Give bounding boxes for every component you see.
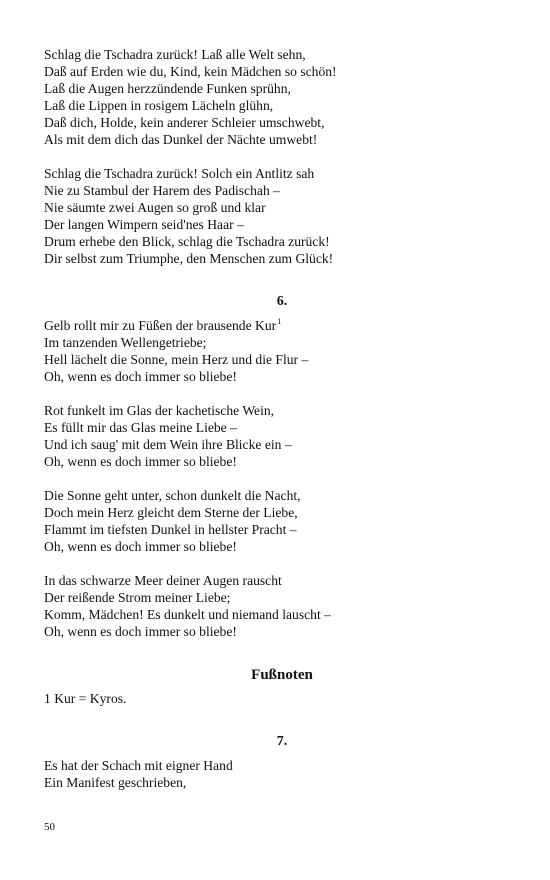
verse-line: Nie zu Stambul der Harem des Padischah – [44, 183, 280, 198]
verse-line: Es hat der Schach mit eigner Hand [44, 758, 233, 773]
verse-line: Und ich saug' mit dem Wein ihre Blicke ein – [44, 437, 292, 452]
section-heading-6: 6. [276, 294, 288, 309]
verse-line: Oh, wenn es doch immer so bliebe! [44, 454, 237, 469]
verse-line: Oh, wenn es doch immer so bliebe! [44, 539, 237, 554]
verse-line [44, 317, 514, 334]
footnote-item: 1 Kur = Kyros. [44, 691, 127, 706]
verse-line: Hell lächelt die Sonne, mein Herz und die Flur – [44, 352, 309, 367]
page-body [44, 46, 514, 791]
verse-line: Schlag die Tschadra zurück! Solch ein Antlitz sah [44, 166, 315, 181]
verse-line: Oh, wenn es doch immer so bliebe! [44, 624, 237, 639]
stanza [44, 46, 514, 148]
verse-line: In das schwarze Meer deiner Augen rauscht [44, 573, 282, 588]
verse-line: Komm, Mädchen! Es dunkelt und niemand lauscht – [44, 607, 331, 622]
verse-line: Laß die Lippen in rosigem Lächeln glühn, [44, 98, 274, 113]
stanza [44, 757, 514, 791]
verse-line: Daß dich, Holde, kein anderer Schleier umschwebt, [44, 115, 325, 130]
stanza [44, 487, 514, 555]
verse-line: Dir selbst zum Triumphe, den Menschen zum Glück! [44, 251, 334, 266]
verse-line: Daß auf Erden wie du, Kind, kein Mädchen so schön! [44, 64, 337, 79]
verse-line: Schlag die Tschadra zurück! Laß alle Welt sehn, [44, 47, 306, 62]
stanza [44, 572, 514, 640]
verse-line: Der reißende Strom meiner Liebe; [44, 590, 231, 605]
stanza [44, 165, 514, 267]
footnote-reference[interactable]: 1 [277, 316, 282, 326]
footnotes-heading: Fußnoten [251, 667, 313, 683]
verse-line: Drum erhebe den Blick, schlag die Tschadra zurück! [44, 234, 330, 249]
verse-line: Als mit dem dich das Dunkel der Nächte umwebt! [44, 132, 318, 147]
verse-line: Doch mein Herz gleicht dem Sterne der Liebe, [44, 505, 298, 520]
verse-line: Nie säumte zwei Augen so groß und klar [44, 200, 266, 215]
verse-line: Es füllt mir das Glas meine Liebe – [44, 420, 237, 435]
verse-line: Ein Manifest geschrieben, [44, 775, 187, 790]
page-number: 50 [44, 821, 55, 833]
verse-line: Im tanzenden Wellengetriebe; [44, 335, 207, 350]
stanza [44, 317, 514, 385]
verse-line: Rot funkelt im Glas der kachetische Wein, [44, 403, 275, 418]
stanza [44, 402, 514, 470]
verse-line: Der langen Wimpern seid'nes Haar – [44, 217, 244, 232]
verse-line: Flammt im tiefsten Dunkel in hellster Pracht – [44, 522, 297, 537]
verse-line: Die Sonne geht unter, schon dunkelt die Nacht, [44, 488, 301, 503]
verse-line: Laß die Augen herzzündende Funken sprühn, [44, 81, 291, 96]
verse-line: Oh, wenn es doch immer so bliebe! [44, 369, 237, 384]
verse-line-text: Gelb rollt mir zu Füßen der brausende Kur [44, 318, 277, 333]
section-heading-7: 7. [276, 734, 288, 749]
